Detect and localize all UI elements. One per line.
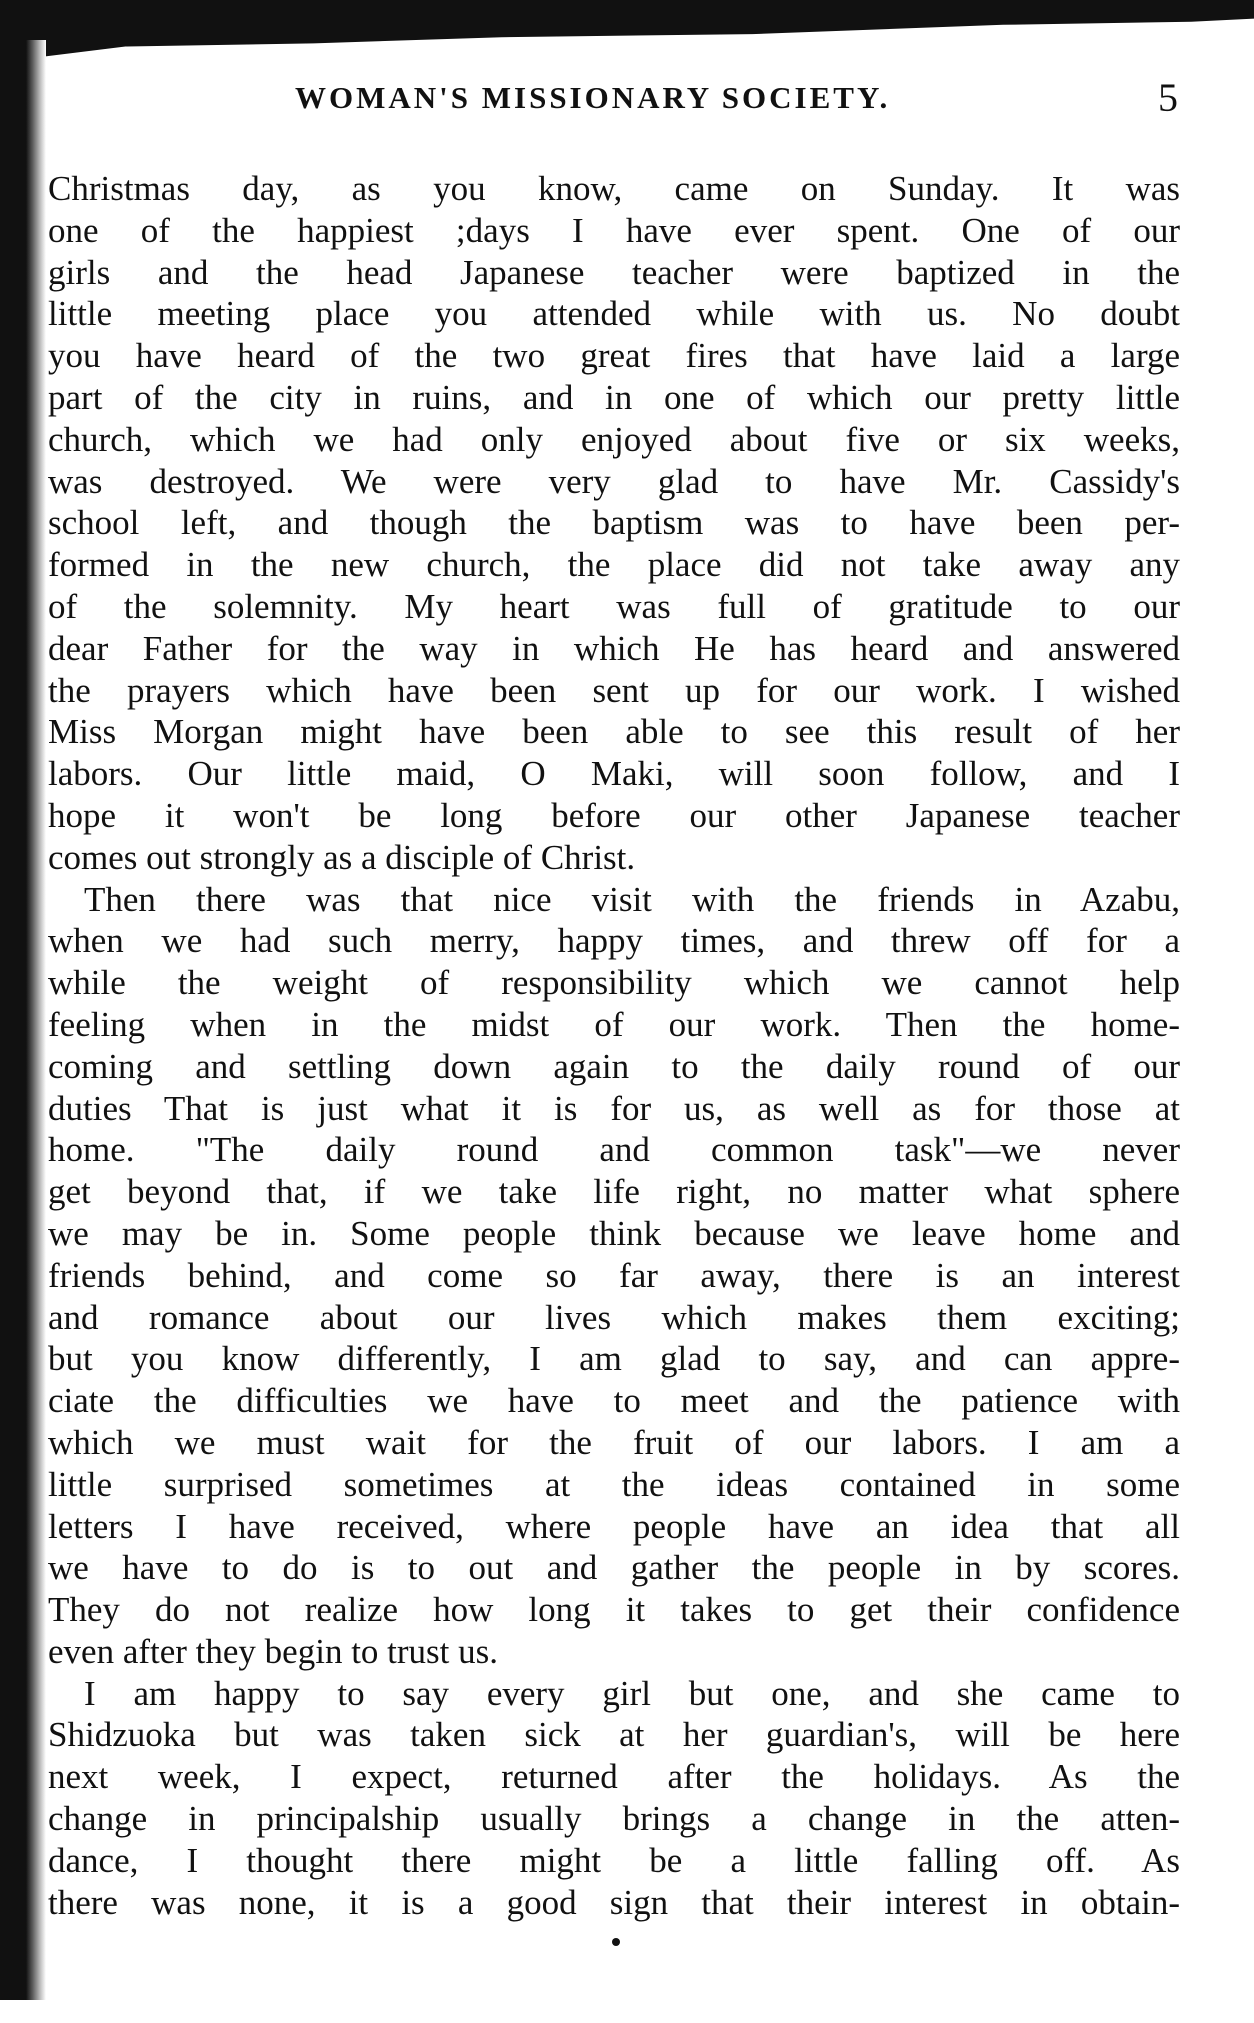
body-text <box>48 168 1180 1923</box>
text-line: dance, I thought there might be a little falling off. As <box>48 1840 1180 1880</box>
text-line: feeling when in the midst of our work. Then the home- <box>48 1004 1180 1044</box>
paragraph-start-line: Then there was that nice visit with the friends in Azabu, <box>84 879 1180 919</box>
text-line: the prayers which have been sent up for our work. I wished <box>48 670 1180 710</box>
text-line: part of the city in ruins, and in one of which our pretty little <box>48 377 1180 417</box>
page-header <box>0 75 1254 130</box>
text-line: friends behind, and come so far away, there is an interest <box>48 1255 1180 1295</box>
text-line: we have to do is to out and gather the people in by scores. <box>48 1548 1180 1588</box>
text-line: dear Father for the way in which He has heard and answered <box>48 628 1180 668</box>
text-line: duties That is just what it is for us, as well as for those at <box>48 1088 1180 1128</box>
text-line: which we must wait for the fruit of our labors. I am a <box>48 1422 1180 1462</box>
text-line: even after they begin to trust us. <box>48 1631 499 1671</box>
text-line: ciate the difficulties we have to meet and the patience with <box>48 1381 1180 1421</box>
text-line: church, which we had only enjoyed about five or six weeks, <box>48 419 1180 459</box>
text-line: one of the happiest ;days I have ever spent. One of our <box>48 210 1180 250</box>
running-title: WOMAN'S MISSIONARY SOCIETY. <box>295 80 891 115</box>
text-line: letters I have received, where people have an idea that all <box>48 1506 1180 1546</box>
paragraph-start-line: I am happy to say every girl but one, and she came to <box>84 1673 1180 1713</box>
scan-binding-shadow <box>0 40 46 2000</box>
text-line: there was none, it is a good sign that their interest in obtain- <box>48 1882 1180 1922</box>
text-line: while the weight of responsibility which we cannot help <box>48 963 1180 1003</box>
text-line: Christmas day, as you know, came on Sunday. It was <box>48 169 1180 208</box>
text-line: next week, I expect, returned after the holidays. As the <box>48 1757 1180 1797</box>
text-line: was destroyed. We were very glad to have Mr. Cassidy's <box>48 461 1180 501</box>
text-line: we may be in. Some people think because we leave home and <box>48 1213 1180 1253</box>
ink-dot-mark <box>612 1938 620 1946</box>
text-line: little meeting place you attended while with us. No doubt <box>48 294 1180 334</box>
scan-top-edge <box>0 0 1254 62</box>
text-line: of the solemnity. My heart was full of gratitude to our <box>48 586 1180 626</box>
text-line: girls and the head Japanese teacher were baptized in the <box>48 252 1180 292</box>
text-line: Miss Morgan might have been able to see this result of her <box>48 712 1180 752</box>
text-line: but you know differently, I am glad to say, and can appre- <box>48 1339 1180 1379</box>
text-line: formed in the new church, the place did not take away any <box>48 545 1180 585</box>
text-line: change in principalship usually brings a change in the atten- <box>48 1799 1180 1839</box>
text-line: Shidzuoka but was taken sick at her guardian's, will be here <box>48 1715 1180 1755</box>
text-line: get beyond that, if we take life right, no matter what sphere <box>48 1172 1180 1212</box>
text-line: little surprised sometimes at the ideas contained in some <box>48 1464 1180 1504</box>
text-line: They do not realize how long it takes to get their confidence <box>48 1590 1180 1630</box>
text-line: you have heard of the two great fires that have laid a large <box>48 336 1180 376</box>
text-line: comes out strongly as a disciple of Christ. <box>48 837 636 877</box>
text-line: when we had such merry, happy times, and threw off for a <box>48 921 1180 961</box>
text-line: school left, and though the baptism was to have been per- <box>48 503 1180 543</box>
text-line: labors. Our little maid, O Maki, will soon follow, and I <box>48 754 1180 794</box>
text-line: coming and settling down again to the daily round of our <box>48 1046 1180 1086</box>
text-line: home. "The daily round and common task"—we never <box>48 1130 1180 1170</box>
text-line: and romance about our lives which makes them exciting; <box>48 1297 1180 1337</box>
page-number: 5 <box>1158 75 1178 120</box>
text-line: hope it won't be long before our other Japanese teacher <box>48 795 1180 835</box>
